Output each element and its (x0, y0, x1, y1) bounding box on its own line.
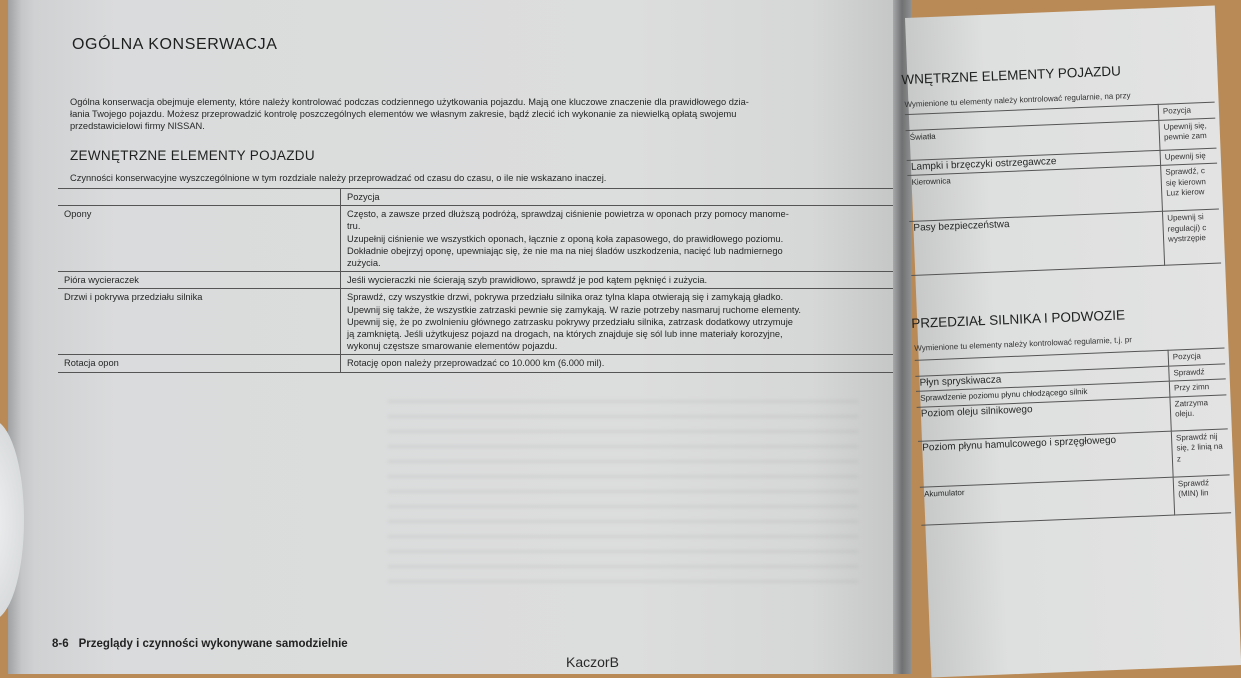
row-item-label: Lampki i brzęczyki ostrzegawcze (907, 150, 1161, 176)
row-value: Zatrzyma oleju. (1170, 394, 1228, 430)
description-line: Jeśli wycieraczki nie ścierają szyb prawidłowo, sprawdź je pod kątem pęknięć i zużycia. (347, 275, 708, 286)
row-item-label: Akumulator (920, 477, 1175, 525)
row-value: Upewnij si regulacji) c wystrzępie (1162, 209, 1221, 265)
row-item-label: Płyn spryskiwacza (915, 366, 1169, 392)
section-subtext: Czynności konserwacyjne wyszczególnione w tym rozdziale należy przeprowadzać od czasu do czasu, o ile nie wskazano inaczej. (70, 173, 607, 183)
right-section-title-2: PRZEDZIAŁ SILNIKA I PODWOZIE (910, 307, 1126, 331)
chapter-title: Przeglądy i czynności wykonywane samodzielnie (78, 638, 348, 650)
intro-line: Ogólna konserwacja obejmuje elementy, które należy kontrolować podczas codziennego użytkowania pojazdu. Mają one kluczowe znaczenie dla prawidłowego dzia- (70, 97, 749, 107)
row-value: Pozycja (1158, 102, 1215, 120)
right-page (901, 6, 1241, 678)
row-value: Pozycja (1168, 348, 1225, 366)
right-table-2 (915, 347, 1231, 525)
row-description (341, 272, 897, 289)
right-table-1 (905, 102, 1221, 276)
row-item-label: Pasy bezpieczeństwa (909, 211, 1164, 275)
header-cell-position: Pozycja (341, 189, 897, 206)
header-cell-item (58, 189, 341, 206)
description-line: Rotację opon należy przeprowadzać co 10.000 km (6.000 mil). (347, 358, 605, 369)
description-line: Często, a zawsze przed dłuższą podróżą, sprawdzaj ciśnienie powietrza w oponach przy pomocy manome- (347, 209, 789, 220)
row-value: Przy zimn (1169, 379, 1226, 397)
page-title: OGÓLNA KONSERWACJA (72, 36, 278, 53)
row-item-label: Kierownica (907, 165, 1162, 221)
maintenance-table (58, 188, 896, 373)
row-item-label: Rotacja opon (58, 355, 341, 372)
row-description (341, 355, 897, 372)
description-line: zużycia. (347, 258, 381, 269)
watermark: KaczorB (566, 654, 619, 670)
row-item-label: Poziom oleju silnikowego (917, 397, 1172, 441)
right-section-subtext-2: Wymienione tu elementy należy kontrolować regularnie, t.j. pr (914, 335, 1133, 353)
description-line: Upewnij się także, że wszystkie zatrzaski pewnie się zamykają. W razie potrzeby nasmaruj ruchome elementy. (347, 304, 801, 315)
row-item-label: Sprawdzenie poziomu płynu chłodzącego silnik (916, 381, 1170, 407)
intro-paragraph (70, 96, 900, 132)
right-section-title-1: WNĘTRZNE ELEMENTY POJAZDU (901, 63, 1122, 88)
row-value: Sprawdź, c się kierown Luz kierow (1161, 163, 1219, 211)
show-through-text (388, 400, 858, 590)
description-line: Dokładnie obejrzyj oponę, upewniając się, że nie ma na niej śladów uszkodzenia, nacięć lub nadmiernego (347, 245, 783, 256)
table-row (909, 209, 1221, 275)
table-header-row (58, 189, 896, 206)
intro-line: łania Twojego pojazdu. Możesz przeprowadzić kontrolę poszczególnych elementów we własnym zakresie, bądź zlecić ich wykonanie za niewielką opłatą swojemu (70, 109, 737, 119)
row-description (341, 206, 897, 272)
table-row (58, 272, 896, 289)
description-line: Sprawdź, czy wszystkie drzwi, pokrywa przedziału silnika oraz tylna klapa otwierają się i zamykają gładko. (347, 292, 784, 303)
page-footer (52, 638, 348, 650)
row-value: Sprawdź (MIN) lin (1173, 474, 1231, 514)
description-line: Upewnij się, że po zwolnieniu głównego zatrzasku pokrywy przedziału silnika, zatrzask dodatkowy utrzymuje (347, 316, 793, 327)
section-title: ZEWNĘTRZNE ELEMENTY POJAZDU (70, 148, 315, 163)
description-line: wykonuj częstsze smarowanie elementów pojazdu. (347, 341, 558, 352)
intro-line: przedstawicielowi firmy NISSAN. (70, 121, 205, 131)
page-number: 8-6 (52, 638, 69, 650)
description-line: tru. (347, 221, 361, 232)
row-item-label: Opony (58, 206, 341, 272)
table-row (58, 355, 896, 372)
description-line: ją zamkniętą. Jeśli użytkujesz pojazd na drogach, na których znajduje się sól lub inne materiały korozyjne, (347, 329, 783, 340)
row-value: Sprawdź (1169, 363, 1226, 381)
row-value: Sprawdź nij się, ż linią na z (1171, 428, 1229, 476)
row-item-label: Światła (905, 120, 1159, 160)
row-item-label: Pióra wycieraczek (58, 272, 341, 289)
description-line: Uzupełnij ciśnienie we wszystkich oponach, łącznie z oponą koła zapasowego, do prawidłowego poziomu. (347, 233, 784, 244)
row-item-label: Poziom płynu hamulcowego i sprzęgłowego (918, 431, 1173, 487)
row-description (341, 289, 897, 355)
table-row (58, 289, 896, 355)
table-row (58, 206, 896, 272)
left-page (8, 0, 901, 674)
row-item-label: Drzwi i pokrywa przedziału silnika (58, 289, 341, 355)
row-value: Upewnij się, pewnie zam (1159, 118, 1217, 150)
right-section-subtext-1: Wymienione tu elementy należy kontrolować regularnie, na przy (904, 91, 1131, 110)
row-value: Upewnij się (1160, 148, 1217, 166)
